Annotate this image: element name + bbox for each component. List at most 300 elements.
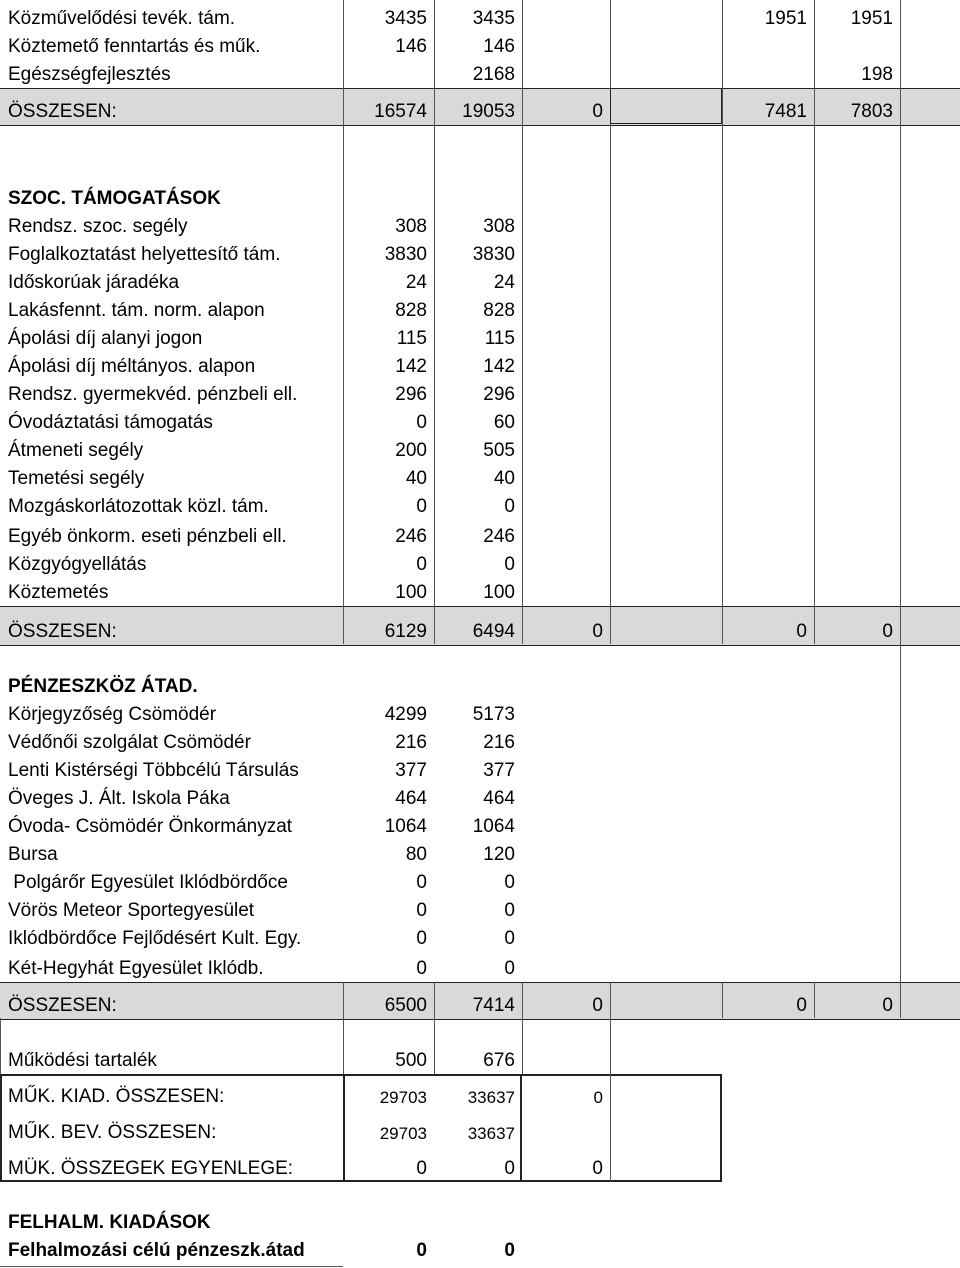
value-cell-col5 <box>722 1018 814 1044</box>
cell-value: 7481 <box>764 101 807 122</box>
gridline-vertical <box>900 644 901 982</box>
cell-value: 33637 <box>467 1088 515 1107</box>
value-cell-col1 <box>343 296 434 324</box>
value-cell-col5 <box>722 672 814 700</box>
total-row <box>0 982 960 1020</box>
row-label-cell <box>0 352 343 380</box>
row-label: Óvoda- Csömödér Önkormányzat <box>8 816 293 837</box>
table-row <box>0 924 960 952</box>
value-cell-col2 <box>434 607 522 645</box>
value-cell-col4 <box>610 784 722 812</box>
cell-value: 0 <box>416 496 427 517</box>
value-cell-col3 <box>522 840 610 868</box>
value-cell-col5 <box>722 952 814 982</box>
value-cell-col5 <box>722 868 814 896</box>
row-label-cell <box>0 672 343 700</box>
value-cell-col1 <box>343 212 434 240</box>
cell-value: 40 <box>405 468 427 489</box>
row-label-cell <box>0 728 343 756</box>
cell-value: 115 <box>484 328 515 349</box>
value-cell-col1 <box>343 268 434 296</box>
row-label: Mozgáskorlátozottak közl. tám. <box>8 496 269 517</box>
cell-value: 100 <box>395 582 427 603</box>
value-cell-col5 <box>722 1182 814 1208</box>
cell-value: 377 <box>395 760 427 781</box>
value-cell-col2 <box>434 700 522 728</box>
value-cell-col4 <box>610 520 722 550</box>
value-cell-col5 <box>722 89 814 125</box>
table-row <box>0 756 960 784</box>
row-label-cell <box>0 268 343 296</box>
total-row <box>0 606 960 646</box>
row-label: Lakásfennt. tám. norm. alapon <box>8 300 265 321</box>
row-label: Időskorúak járadéka <box>8 272 180 293</box>
value-cell-col2 <box>434 240 522 268</box>
row-label-cell <box>0 32 343 60</box>
value-cell-col4 <box>610 550 722 578</box>
value-cell-col3 <box>522 644 610 672</box>
cell-value: 0 <box>592 101 603 122</box>
row-label: Köztemető fenntartás és műk. <box>8 36 261 57</box>
value-cell-col1 <box>343 380 434 408</box>
value-cell-col5 <box>722 324 814 352</box>
value-cell-col6 <box>814 89 900 125</box>
value-cell-col1 <box>343 324 434 352</box>
value-cell-col2 <box>434 784 522 812</box>
value-cell-col4 <box>610 268 722 296</box>
cell-value: 0 <box>592 1158 603 1179</box>
value-cell-col6 <box>814 983 900 1019</box>
value-cell-col2 <box>434 352 522 380</box>
row-label: Egyéb önkorm. eseti pénzbeli ell. <box>8 526 287 547</box>
value-cell-col1 <box>343 89 434 125</box>
value-cell-col6 <box>814 1018 900 1044</box>
gridline-vertical <box>900 982 901 1018</box>
value-cell-col6 <box>814 672 900 700</box>
row-label: ÖSSZESEN: <box>8 101 117 122</box>
row-label-cell <box>0 1018 343 1044</box>
row-label: Óvodáztatási támogatás <box>8 412 213 433</box>
value-cell-col2 <box>434 268 522 296</box>
cell-value: 0 <box>504 900 515 921</box>
row-label: FELHALM. KIADÁSOK <box>8 1212 211 1233</box>
value-cell-col6 <box>814 4 900 32</box>
value-cell-col4 <box>610 60 722 88</box>
row-label-cell <box>0 520 343 550</box>
row-label: SZOC. TÁMOGATÁSOK <box>8 188 221 209</box>
row-label: Védőnői szolgálat Csömödér <box>8 732 251 753</box>
gridline-vertical <box>522 1018 523 1074</box>
value-cell-col2 <box>434 578 522 606</box>
cell-value: 3830 <box>472 244 515 265</box>
value-cell-col4 <box>610 1182 722 1208</box>
value-cell-col6 <box>814 1146 900 1182</box>
row-label: Körjegyzőség Csömödér <box>8 704 217 725</box>
table-row <box>0 672 960 700</box>
cell-value: 0 <box>504 928 515 949</box>
table-row <box>0 1236 960 1264</box>
value-cell-col1 <box>343 124 434 180</box>
cell-value: 0 <box>416 554 427 575</box>
value-cell-col3 <box>522 180 610 212</box>
value-cell-col1 <box>343 672 434 700</box>
value-cell-col1 <box>343 700 434 728</box>
cell-value: 1951 <box>764 8 807 29</box>
value-cell-col6 <box>814 268 900 296</box>
table-row <box>0 464 960 492</box>
value-cell-col3 <box>522 868 610 896</box>
value-cell-col6 <box>814 1044 900 1074</box>
cell-value: 500 <box>395 1050 427 1071</box>
cell-value: 0 <box>592 621 603 642</box>
value-cell-col1 <box>343 952 434 982</box>
cell-value: 29703 <box>379 1124 427 1143</box>
value-cell-col3 <box>522 1018 610 1044</box>
row-label-cell <box>0 607 343 645</box>
row-label: MŰK. BEV. ÖSSZESEN: <box>8 1122 217 1143</box>
value-cell-col3 <box>522 408 610 436</box>
row-label: Felhalmozási célú pénzeszk.átad <box>8 1240 305 1261</box>
value-cell-col1 <box>343 464 434 492</box>
value-cell-col2 <box>434 408 522 436</box>
value-cell-col4 <box>610 124 722 180</box>
value-cell-col4 <box>610 924 722 952</box>
value-cell-col6 <box>814 700 900 728</box>
row-label-cell <box>0 4 343 32</box>
cell-value: 308 <box>395 216 427 237</box>
value-cell-col1 <box>343 924 434 952</box>
value-cell-col6 <box>814 352 900 380</box>
row-label-cell <box>0 380 343 408</box>
cell-value: 16574 <box>374 101 427 122</box>
cell-value: 0 <box>416 900 427 921</box>
value-cell-col2 <box>434 1018 522 1044</box>
value-cell-col3 <box>522 436 610 464</box>
value-cell-col6 <box>814 756 900 784</box>
value-cell-col5 <box>722 464 814 492</box>
value-cell-col4 <box>610 1044 722 1074</box>
cell-value: 0 <box>796 995 807 1016</box>
cell-value: 100 <box>483 582 515 603</box>
value-cell-col6 <box>814 952 900 982</box>
value-cell-col3 <box>522 550 610 578</box>
row-label-cell <box>0 1236 343 1264</box>
value-cell-col6 <box>814 550 900 578</box>
value-cell-col3 <box>522 268 610 296</box>
cell-value: 4299 <box>384 704 427 725</box>
table-row <box>0 952 960 982</box>
value-cell-col6 <box>814 728 900 756</box>
row-label-cell <box>0 1208 343 1236</box>
value-cell-col5 <box>722 784 814 812</box>
row-label-cell <box>0 868 343 896</box>
row-label: PÉNZESZKÖZ ÁTAD. <box>8 676 198 697</box>
value-cell-col4 <box>610 700 722 728</box>
value-cell-col1 <box>343 180 434 212</box>
row-label-cell <box>0 1044 343 1074</box>
cell-value: 120 <box>483 844 515 865</box>
row-label: Köztemetés <box>8 582 109 603</box>
table-row <box>0 324 960 352</box>
value-cell-col5 <box>722 1146 814 1182</box>
value-cell-col6 <box>814 1208 900 1236</box>
value-cell-col6 <box>814 240 900 268</box>
cell-value: 0 <box>504 554 515 575</box>
cell-value: 29703 <box>379 1088 427 1107</box>
value-cell-col3 <box>522 492 610 520</box>
value-cell-col6 <box>814 607 900 645</box>
value-cell-col2 <box>434 32 522 60</box>
cell-value: 146 <box>395 36 427 57</box>
row-label-cell <box>0 408 343 436</box>
value-cell-col5 <box>722 124 814 180</box>
row-label-cell <box>0 983 343 1019</box>
value-cell-col3 <box>522 1208 610 1236</box>
value-cell-col2 <box>434 464 522 492</box>
value-cell-col2 <box>434 60 522 88</box>
value-cell-col3 <box>522 983 610 1019</box>
value-cell-col4 <box>610 1208 722 1236</box>
value-cell-col2 <box>434 728 522 756</box>
cell-value: 0 <box>504 496 515 517</box>
table-row <box>0 296 960 324</box>
value-cell-col6 <box>814 380 900 408</box>
value-cell-col2 <box>434 4 522 32</box>
table-row <box>0 868 960 896</box>
value-cell-col4 <box>610 380 722 408</box>
cell-value: 0 <box>416 1240 427 1261</box>
table-row <box>0 1044 960 1074</box>
gridline-vertical <box>0 1018 1 1074</box>
value-cell-col4 <box>610 296 722 324</box>
value-cell-col1 <box>343 728 434 756</box>
value-cell-col2 <box>434 983 522 1019</box>
table-row <box>0 840 960 868</box>
value-cell-col4 <box>610 492 722 520</box>
value-cell-col3 <box>522 607 610 645</box>
table-row <box>0 784 960 812</box>
cell-value: 142 <box>395 356 427 377</box>
gridline-vertical <box>343 0 344 644</box>
value-cell-col1 <box>343 868 434 896</box>
cell-value: 1064 <box>384 816 427 837</box>
cell-value: 0 <box>504 1240 515 1261</box>
value-cell-col5 <box>722 60 814 88</box>
value-cell-col3 <box>522 1236 610 1264</box>
value-cell-col1 <box>343 550 434 578</box>
value-cell-col5 <box>722 32 814 60</box>
value-cell-col3 <box>522 380 610 408</box>
value-cell-col4 <box>610 840 722 868</box>
value-cell-col5 <box>722 520 814 550</box>
value-cell-col1 <box>343 1236 434 1264</box>
cell-value: 296 <box>395 384 427 405</box>
row-label: Iklódbördőce Fejlődésért Kult. Egy. <box>8 928 302 949</box>
value-cell-col3 <box>522 464 610 492</box>
row-label-cell <box>0 896 343 924</box>
value-cell-col1 <box>343 32 434 60</box>
value-cell-col5 <box>722 1208 814 1236</box>
row-label-cell <box>0 436 343 464</box>
cell-value: 60 <box>493 412 515 433</box>
value-cell-col5 <box>722 728 814 756</box>
value-cell-col2 <box>434 1208 522 1236</box>
gridline-vertical <box>722 982 723 1018</box>
value-cell-col2 <box>434 550 522 578</box>
cell-value: 0 <box>416 1158 427 1179</box>
value-cell-col1 <box>343 4 434 32</box>
value-cell-col5 <box>722 1236 814 1264</box>
table-row <box>0 212 960 240</box>
value-cell-col5 <box>722 644 814 672</box>
row-label: Ápolási díj méltányos. alapon <box>8 356 256 377</box>
value-cell-col3 <box>522 784 610 812</box>
table-row <box>0 896 960 924</box>
row-label-cell <box>0 60 343 88</box>
value-cell-col4 <box>610 212 722 240</box>
value-cell-col3 <box>522 124 610 180</box>
cell-value: 0 <box>592 995 603 1016</box>
cell-value: 0 <box>416 928 427 949</box>
cell-value: 198 <box>861 64 893 85</box>
value-cell-col3 <box>522 89 610 125</box>
row-label-cell <box>0 784 343 812</box>
value-cell-col5 <box>722 607 814 645</box>
value-cell-col5 <box>722 756 814 784</box>
row-label: Közgyógyellátás <box>8 554 147 575</box>
value-cell-col5 <box>722 408 814 436</box>
value-cell-col3 <box>522 578 610 606</box>
value-cell-col3 <box>522 32 610 60</box>
cell-value: 0 <box>416 412 427 433</box>
value-cell-col1 <box>343 352 434 380</box>
value-cell-col3 <box>522 756 610 784</box>
cell-value: 19053 <box>462 101 515 122</box>
value-cell-col5 <box>722 212 814 240</box>
summary-values-box <box>343 1074 522 1182</box>
table-row <box>0 4 960 32</box>
cell-value: 5173 <box>472 704 515 725</box>
table-row <box>0 492 960 520</box>
value-cell-col4 <box>610 607 722 645</box>
value-cell-col1 <box>343 784 434 812</box>
row-label-cell <box>0 952 343 982</box>
table-row <box>0 578 960 606</box>
blank-row <box>0 1018 960 1044</box>
cell-value: 676 <box>483 1050 515 1071</box>
cell-value: 0 <box>504 958 515 979</box>
cell-value: 0 <box>416 872 427 893</box>
value-cell-col1 <box>343 240 434 268</box>
cell-value: 1951 <box>850 8 893 29</box>
value-cell-col1 <box>343 1182 434 1208</box>
value-cell-col5 <box>722 180 814 212</box>
cell-value: 464 <box>395 788 427 809</box>
cell-value: 80 <box>405 844 427 865</box>
table-row <box>0 520 960 550</box>
gridline-vertical <box>610 1074 611 1182</box>
value-cell-col1 <box>343 578 434 606</box>
value-cell-col5 <box>722 550 814 578</box>
value-cell-col4 <box>610 728 722 756</box>
cell-value: 6129 <box>384 621 427 642</box>
value-cell-col5 <box>722 352 814 380</box>
value-cell-col5 <box>722 380 814 408</box>
cell-value: 0 <box>504 872 515 893</box>
value-cell-col6 <box>814 60 900 88</box>
value-cell-col3 <box>522 672 610 700</box>
cell-value: 24 <box>493 272 515 293</box>
value-cell-col4 <box>610 578 722 606</box>
value-cell-col6 <box>814 520 900 550</box>
gridline-vertical <box>900 0 901 644</box>
value-cell-col6 <box>814 32 900 60</box>
value-cell-col2 <box>434 756 522 784</box>
gridline-vertical <box>610 1018 611 1074</box>
blank-row <box>0 644 960 672</box>
value-cell-col4 <box>610 983 722 1019</box>
value-cell-col2 <box>434 644 522 672</box>
value-cell-col1 <box>343 840 434 868</box>
value-cell-col4 <box>610 240 722 268</box>
cell-value: 505 <box>483 440 515 461</box>
row-label-cell <box>0 756 343 784</box>
value-cell-col5 <box>722 840 814 868</box>
value-cell-col4 <box>610 180 722 212</box>
value-cell-col1 <box>343 1044 434 1074</box>
value-cell-col3 <box>522 924 610 952</box>
row-label: Működési tartalék <box>8 1050 157 1071</box>
value-cell-col1 <box>343 1208 434 1236</box>
cell-value: 828 <box>483 300 515 321</box>
value-cell-col6 <box>814 644 900 672</box>
table-row <box>0 408 960 436</box>
value-cell-col1 <box>343 408 434 436</box>
cell-value: 0 <box>796 621 807 642</box>
cell-value: 2168 <box>472 64 515 85</box>
value-cell-col3 <box>522 1044 610 1074</box>
row-label-cell <box>0 212 343 240</box>
value-cell-col1 <box>343 492 434 520</box>
value-cell-col5 <box>722 296 814 324</box>
value-cell-col1 <box>343 1018 434 1044</box>
cell-value: 246 <box>483 526 515 547</box>
value-cell-col1 <box>343 60 434 88</box>
gridline-vertical <box>814 0 815 644</box>
value-cell-col3 <box>522 296 610 324</box>
table-row <box>0 812 960 840</box>
value-cell-col4 <box>610 464 722 492</box>
value-cell-col2 <box>434 1182 522 1208</box>
row-label: ÖSSZESEN: <box>8 995 117 1016</box>
cell-value: 246 <box>395 526 427 547</box>
value-cell-col6 <box>814 578 900 606</box>
row-label-cell <box>0 324 343 352</box>
gridline-vertical <box>434 1018 435 1074</box>
cell-value: 33637 <box>467 1124 515 1143</box>
value-cell-col6 <box>814 492 900 520</box>
gridline-vertical <box>434 982 435 1018</box>
row-label-cell <box>0 550 343 578</box>
value-cell-col3 <box>522 240 610 268</box>
cell-value: 0 <box>504 1158 515 1179</box>
value-cell-col2 <box>434 492 522 520</box>
value-cell-col3 <box>522 520 610 550</box>
table-row <box>0 268 960 296</box>
row-label: Vörös Meteor Sportegyesület <box>8 900 255 921</box>
table-row <box>0 180 960 212</box>
value-cell-col3 <box>522 896 610 924</box>
